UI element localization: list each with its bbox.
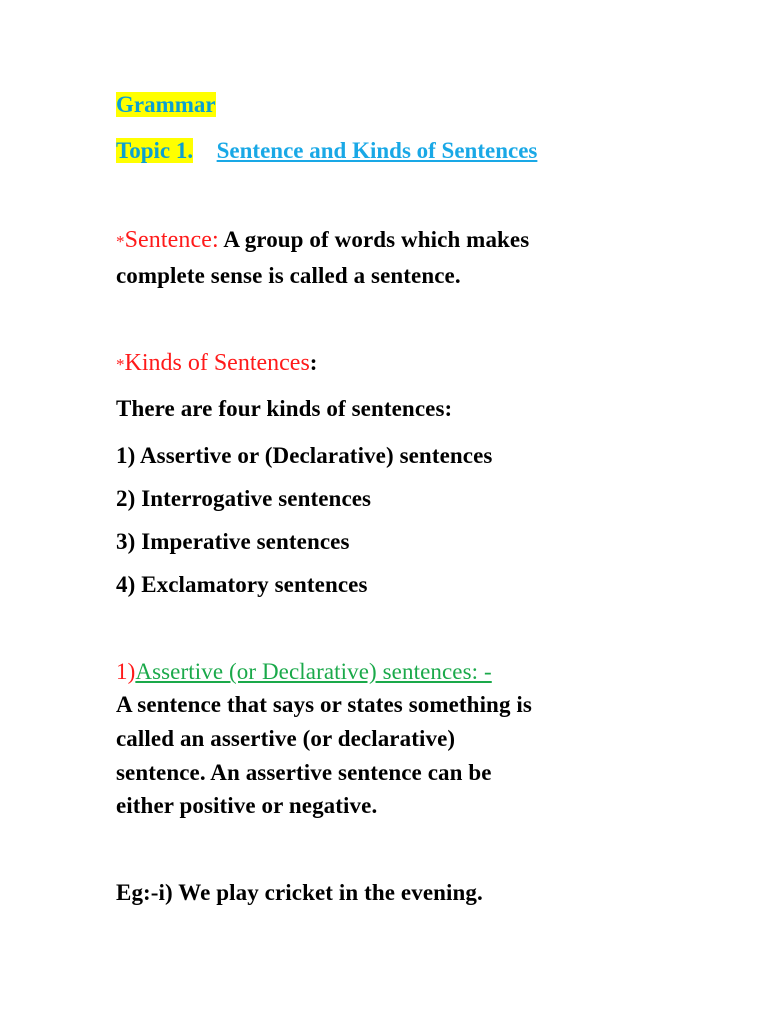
kinds-heading-colon: :	[309, 350, 318, 375]
subject-heading-text: Grammar	[116, 92, 216, 117]
kinds-heading	[116, 350, 318, 377]
kinds-list-item: 3) Imperative sentences	[116, 529, 350, 554]
topic-line	[116, 138, 537, 164]
kinds-list-item: 1) Assertive or (Declarative) sentences	[116, 443, 493, 468]
topic-label: Topic 1.	[116, 138, 194, 163]
kinds-list-item: 2) Interrogative sentences	[116, 486, 372, 511]
subject-heading	[116, 92, 216, 118]
sentence-term: Sentence:	[124, 227, 219, 253]
assertive-number: 1)	[116, 659, 136, 684]
topic-title-link[interactable]: Sentence and Kinds of Sentences	[216, 138, 538, 163]
assertive-text-line: sentence. An assertive sentence can be	[116, 760, 492, 785]
sentence-definition-line-2	[116, 263, 461, 289]
kinds-asterisk: *	[116, 355, 125, 374]
assertive-heading	[116, 659, 492, 685]
kinds-heading-text: Kinds of Sentences	[124, 350, 310, 376]
sentence-definition-text-2: complete sense is called a sentence.	[116, 263, 461, 288]
sentence-definition-text-1: A group of words which makes	[223, 227, 530, 252]
assertive-text-line: either positive or negative.	[116, 793, 378, 818]
kinds-list-item: 4) Exclamatory sentences	[116, 572, 368, 597]
assertive-example: Eg:-i) We play cricket in the evening.	[116, 880, 483, 905]
sentence-asterisk: *	[116, 232, 125, 251]
kinds-intro: There are four kinds of sentences:	[116, 396, 453, 421]
assertive-heading-link[interactable]: Assertive (or Declarative) sentences: -	[135, 659, 492, 684]
sentence-definition-line-1	[116, 227, 529, 254]
assertive-text-line: called an assertive (or declarative)	[116, 726, 456, 751]
assertive-text-line: A sentence that says or states something is	[116, 692, 532, 717]
